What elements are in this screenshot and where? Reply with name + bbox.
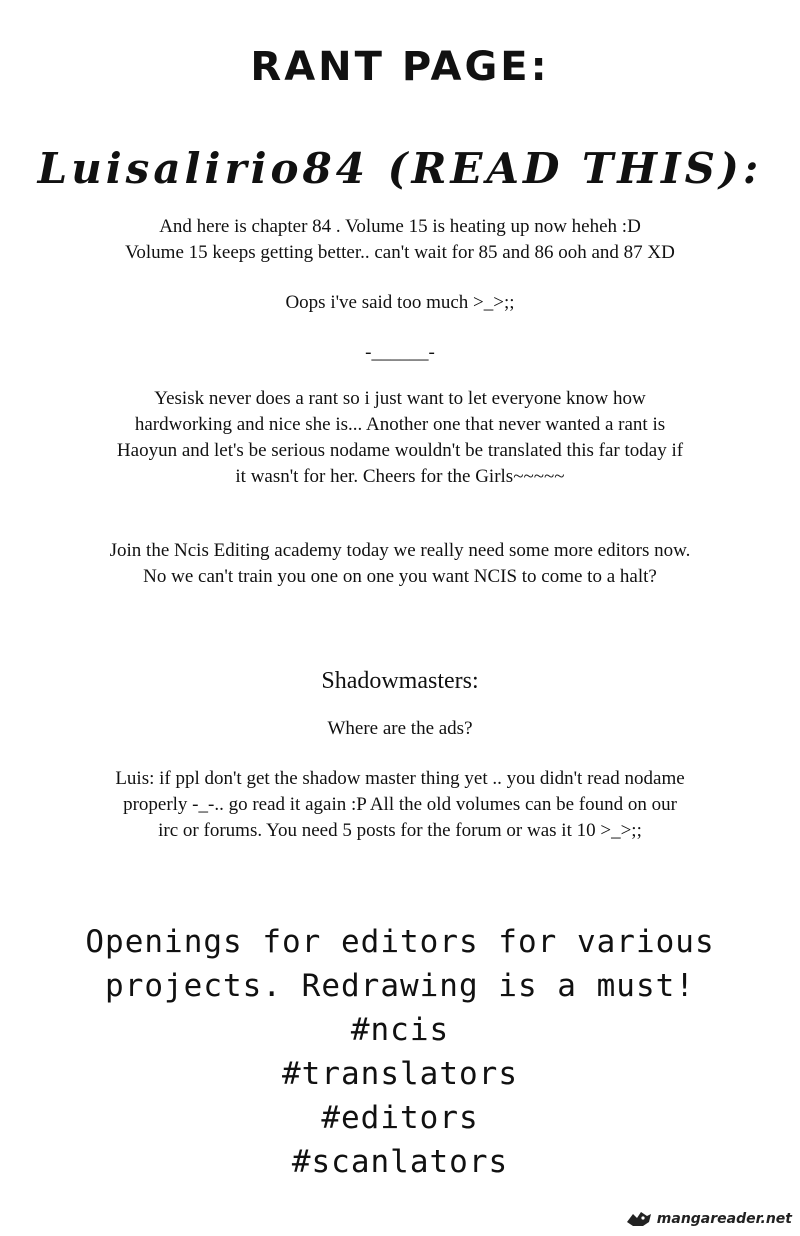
watermark-text: mangareader.net bbox=[656, 1211, 792, 1227]
watermark bbox=[625, 1206, 792, 1232]
intro-line: Volume 15 keeps getting better.. can't wait for 85 and 86 ooh and 87 XD bbox=[125, 242, 675, 263]
luis-note-line: irc or forums. You need 5 posts for the forum or was it 10 >_>;; bbox=[158, 820, 642, 841]
openings-line: projects. Redrawing is a must! bbox=[105, 968, 695, 1004]
academy-paragraph bbox=[0, 538, 800, 590]
luis-note-paragraph bbox=[0, 766, 800, 844]
thanks-line: Yesisk never does a rant so i just want to let everyone know how bbox=[154, 388, 646, 409]
luis-note-line: properly -_-.. go read it again :P All the old volumes can be found on our bbox=[123, 794, 677, 815]
thanks-line: hardworking and nice she is... Another one that never wanted a rant is bbox=[134, 414, 666, 435]
channel-editors: #editors bbox=[321, 1100, 479, 1136]
channel-translators: #translators bbox=[282, 1056, 518, 1092]
academy-line: No we can't train you one on one you want NCIS to come to a halt? bbox=[143, 566, 657, 587]
academy-line: Join the Ncis Editing academy today we really need some more editors now. bbox=[109, 540, 691, 561]
thanks-line: Haoyun and let's be serious nodame wouldn't be translated this far today if bbox=[116, 440, 684, 461]
openings-block bbox=[0, 920, 800, 1184]
separator: -______- bbox=[365, 342, 435, 363]
luis-note-line: Luis: if ppl don't get the shadow master thing yet .. you didn't read nodame bbox=[115, 768, 685, 789]
mascot-icon bbox=[625, 1208, 653, 1230]
thanks-line: it wasn't for her. Cheers for the Girls~~~~~ bbox=[235, 466, 565, 487]
shadowmasters-heading: Shadowmasters: bbox=[321, 668, 479, 694]
thanks-paragraph bbox=[0, 386, 800, 490]
intro-paragraph bbox=[0, 214, 800, 266]
ads-question: Where are the ads? bbox=[327, 718, 473, 739]
page-title: RANT PAGE: bbox=[250, 44, 550, 90]
oops-line: Oops i've said too much >_>;; bbox=[285, 292, 515, 313]
openings-line: Openings for editors for various bbox=[85, 924, 715, 960]
channel-scanlators: #scanlators bbox=[291, 1144, 509, 1180]
intro-line: And here is chapter 84 . Volume 15 is heating up now heheh :D bbox=[159, 216, 641, 237]
rant-author-heading: Luisalirio84 (READ THIS): bbox=[37, 144, 763, 193]
channel-ncis: #ncis bbox=[350, 1012, 450, 1048]
